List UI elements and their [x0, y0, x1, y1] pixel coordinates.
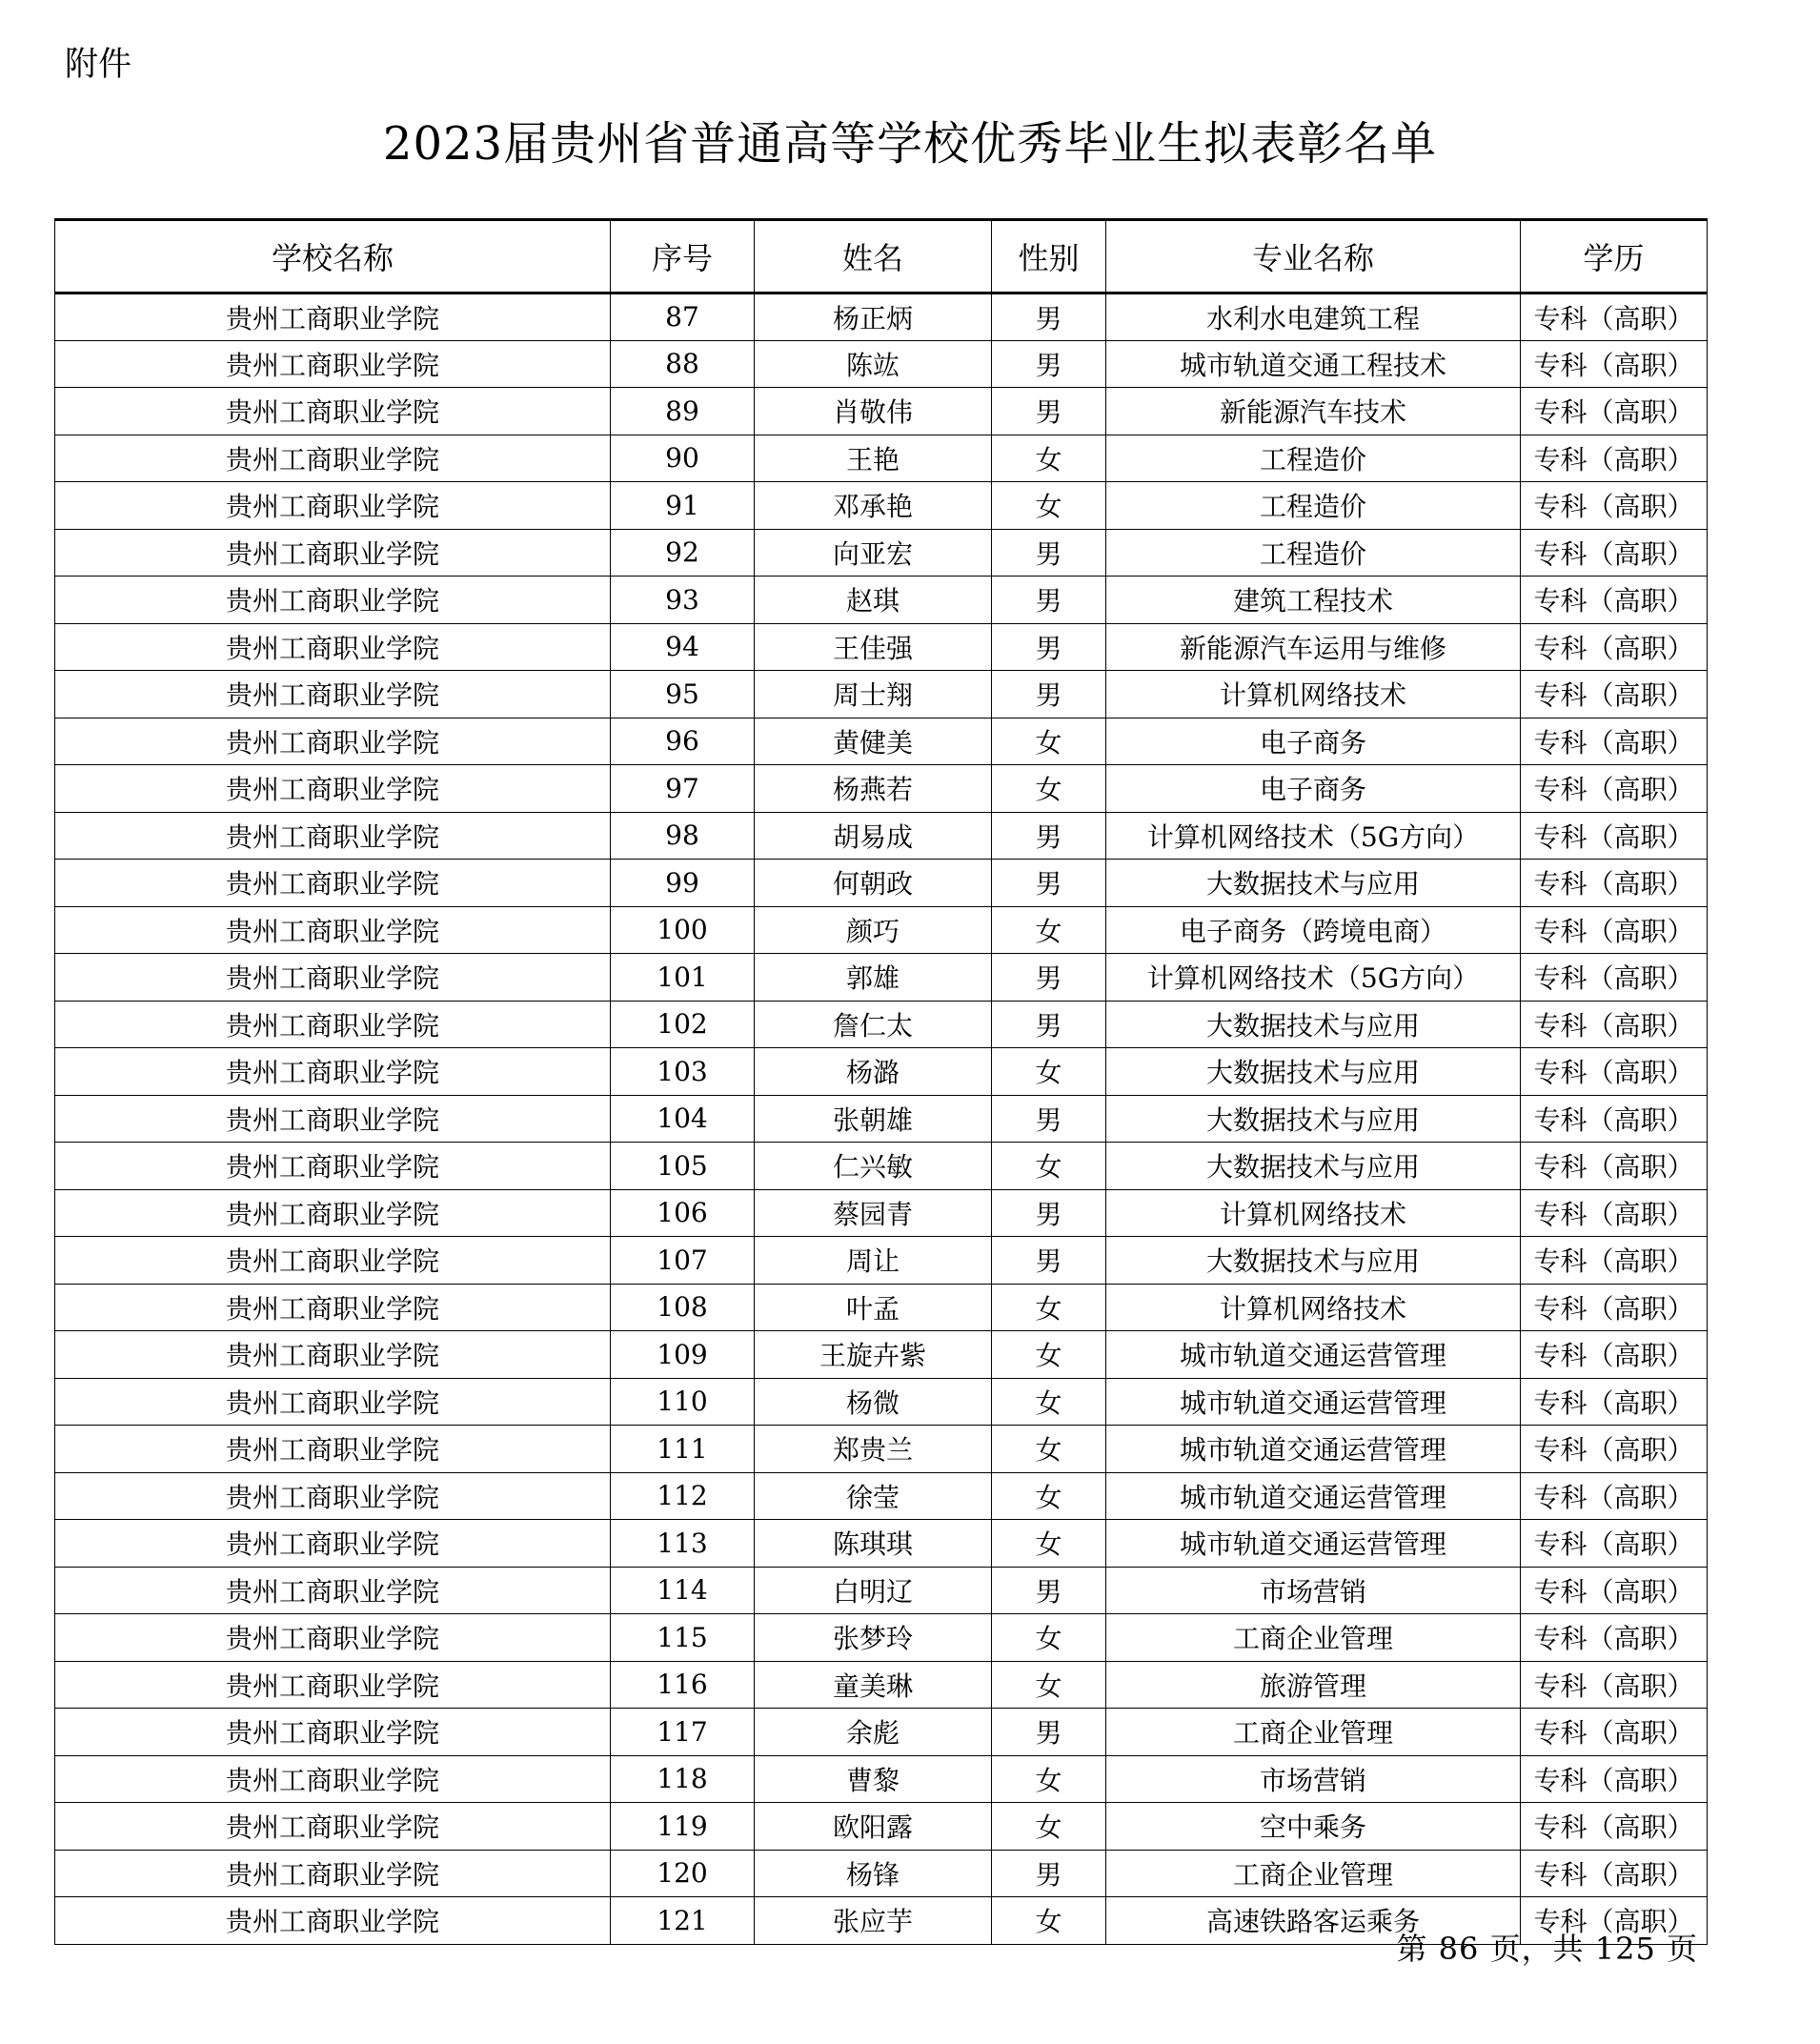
number-cell: 94	[611, 623, 755, 671]
school-cell: 贵州工商职业学院	[55, 1284, 611, 1331]
degree-cell: 专科（高职）	[1521, 812, 1708, 860]
number-cell: 112	[611, 1472, 755, 1520]
major-cell: 大数据技术与应用	[1106, 1143, 1521, 1190]
number-cell: 96	[611, 718, 755, 765]
number-cell: 95	[611, 671, 755, 718]
name-cell: 童美琳	[755, 1661, 992, 1709]
honor-list-table	[54, 218, 1708, 1945]
gender-cell: 男	[992, 1189, 1106, 1237]
major-cell: 计算机网络技术	[1106, 671, 1521, 718]
school-cell: 贵州工商职业学院	[55, 1850, 611, 1897]
gender-cell: 男	[992, 623, 1106, 671]
gender-cell: 女	[992, 1755, 1106, 1803]
gender-cell: 男	[992, 577, 1106, 624]
table-row	[55, 1378, 1708, 1426]
table-row	[55, 718, 1708, 765]
major-cell: 新能源汽车技术	[1106, 388, 1521, 435]
school-cell: 贵州工商职业学院	[55, 388, 611, 435]
name-cell: 肖敬伟	[755, 388, 992, 435]
table-row	[55, 1284, 1708, 1331]
school-cell: 贵州工商职业学院	[55, 1378, 611, 1426]
major-cell: 城市轨道交通运营管理	[1106, 1378, 1521, 1426]
school-cell: 贵州工商职业学院	[55, 1567, 611, 1614]
major-cell: 工商企业管理	[1106, 1614, 1521, 1662]
degree-cell: 专科（高职）	[1521, 718, 1708, 765]
gender-cell: 女	[992, 1426, 1106, 1473]
number-cell: 121	[611, 1897, 755, 1945]
name-cell: 蔡园青	[755, 1189, 992, 1237]
table-body	[55, 293, 1708, 1945]
gender-cell: 男	[992, 340, 1106, 388]
gender-cell: 男	[992, 860, 1106, 907]
school-cell: 贵州工商职业学院	[55, 906, 611, 954]
number-cell: 92	[611, 529, 755, 577]
school-cell: 贵州工商职业学院	[55, 860, 611, 907]
major-cell: 电子商务	[1106, 718, 1521, 765]
major-cell: 计算机网络技术（5G方向）	[1106, 954, 1521, 1002]
number-cell: 115	[611, 1614, 755, 1662]
school-cell: 贵州工商职业学院	[55, 1709, 611, 1756]
name-cell: 杨锋	[755, 1850, 992, 1897]
number-cell: 119	[611, 1803, 755, 1851]
number-cell: 114	[611, 1567, 755, 1614]
degree-cell: 专科（高职）	[1521, 1378, 1708, 1426]
degree-cell: 专科（高职）	[1521, 623, 1708, 671]
gender-cell: 男	[992, 1709, 1106, 1756]
page-number: 第 86 页，共 125 页	[1396, 1931, 1698, 1967]
header-degree: 学历	[1521, 220, 1708, 293]
name-cell: 王旋卉紫	[755, 1331, 992, 1379]
number-cell: 91	[611, 482, 755, 530]
gender-cell: 女	[992, 765, 1106, 813]
gender-cell: 男	[992, 529, 1106, 577]
gender-cell: 女	[992, 1803, 1106, 1851]
table-row	[55, 1567, 1708, 1614]
header-name: 姓名	[755, 220, 992, 293]
major-cell: 电子商务	[1106, 765, 1521, 813]
school-cell: 贵州工商职业学院	[55, 435, 611, 482]
degree-cell: 专科（高职）	[1521, 1237, 1708, 1285]
school-cell: 贵州工商职业学院	[55, 812, 611, 860]
table-row	[55, 1189, 1708, 1237]
table-row	[55, 1661, 1708, 1709]
gender-cell: 男	[992, 671, 1106, 718]
table-row	[55, 1755, 1708, 1803]
number-cell: 90	[611, 435, 755, 482]
number-cell: 107	[611, 1237, 755, 1285]
name-cell: 陈竑	[755, 340, 992, 388]
table-row	[55, 1048, 1708, 1096]
gender-cell: 男	[992, 1237, 1106, 1285]
number-cell: 117	[611, 1709, 755, 1756]
major-cell: 电子商务（跨境电商）	[1106, 906, 1521, 954]
degree-cell: 专科（高职）	[1521, 1897, 1708, 1945]
gender-cell: 女	[992, 1614, 1106, 1662]
name-cell: 王佳强	[755, 623, 992, 671]
major-cell: 城市轨道交通运营管理	[1106, 1520, 1521, 1568]
name-cell: 周让	[755, 1237, 992, 1285]
gender-cell: 女	[992, 1661, 1106, 1709]
gender-cell: 男	[992, 388, 1106, 435]
name-cell: 王艳	[755, 435, 992, 482]
gender-cell: 男	[992, 1850, 1106, 1897]
name-cell: 张梦玲	[755, 1614, 992, 1662]
school-cell: 贵州工商职业学院	[55, 718, 611, 765]
attachment-label: 附件	[65, 46, 132, 84]
name-cell: 胡易成	[755, 812, 992, 860]
degree-cell: 专科（高职）	[1521, 860, 1708, 907]
number-cell: 93	[611, 577, 755, 624]
table-row	[55, 1143, 1708, 1190]
degree-cell: 专科（高职）	[1521, 1567, 1708, 1614]
degree-cell: 专科（高职）	[1521, 1001, 1708, 1048]
number-cell: 113	[611, 1520, 755, 1568]
major-cell: 市场营销	[1106, 1755, 1521, 1803]
name-cell: 赵琪	[755, 577, 992, 624]
school-cell: 贵州工商职业学院	[55, 1803, 611, 1851]
degree-cell: 专科（高职）	[1521, 1331, 1708, 1379]
gender-cell: 男	[992, 954, 1106, 1002]
school-cell: 贵州工商职业学院	[55, 954, 611, 1002]
table-row	[55, 623, 1708, 671]
major-cell: 计算机网络技术（5G方向）	[1106, 812, 1521, 860]
degree-cell: 专科（高职）	[1521, 435, 1708, 482]
name-cell: 郭雄	[755, 954, 992, 1002]
number-cell: 89	[611, 388, 755, 435]
table-row	[55, 860, 1708, 907]
table-row	[55, 906, 1708, 954]
name-cell: 杨微	[755, 1378, 992, 1426]
name-cell: 向亚宏	[755, 529, 992, 577]
number-cell: 108	[611, 1284, 755, 1331]
school-cell: 贵州工商职业学院	[55, 293, 611, 341]
major-cell: 大数据技术与应用	[1106, 1095, 1521, 1143]
degree-cell: 专科（高职）	[1521, 671, 1708, 718]
table-row	[55, 1709, 1708, 1756]
major-cell: 工商企业管理	[1106, 1709, 1521, 1756]
table-row	[55, 1850, 1708, 1897]
degree-cell: 专科（高职）	[1521, 1048, 1708, 1096]
school-cell: 贵州工商职业学院	[55, 482, 611, 530]
school-cell: 贵州工商职业学院	[55, 577, 611, 624]
document-title: 2023届贵州省普通高等学校优秀毕业生拟表彰名单	[382, 117, 1438, 171]
school-cell: 贵州工商职业学院	[55, 1897, 611, 1945]
gender-cell: 女	[992, 1331, 1106, 1379]
header-school: 学校名称	[55, 220, 611, 293]
table-row	[55, 1237, 1708, 1285]
number-cell: 118	[611, 1755, 755, 1803]
school-cell: 贵州工商职业学院	[55, 1472, 611, 1520]
school-cell: 贵州工商职业学院	[55, 1143, 611, 1190]
school-cell: 贵州工商职业学院	[55, 1237, 611, 1285]
name-cell: 曹黎	[755, 1755, 992, 1803]
degree-cell: 专科（高职）	[1521, 1095, 1708, 1143]
table-row	[55, 1331, 1708, 1379]
school-cell: 贵州工商职业学院	[55, 1426, 611, 1473]
number-cell: 88	[611, 340, 755, 388]
gender-cell: 女	[992, 1472, 1106, 1520]
table-row	[55, 1472, 1708, 1520]
degree-cell: 专科（高职）	[1521, 1661, 1708, 1709]
gender-cell: 女	[992, 718, 1106, 765]
name-cell: 何朝政	[755, 860, 992, 907]
gender-cell: 女	[992, 1520, 1106, 1568]
name-cell: 杨潞	[755, 1048, 992, 1096]
major-cell: 工程造价	[1106, 529, 1521, 577]
major-cell: 城市轨道交通运营管理	[1106, 1426, 1521, 1473]
number-cell: 103	[611, 1048, 755, 1096]
name-cell: 仁兴敏	[755, 1143, 992, 1190]
major-cell: 市场营销	[1106, 1567, 1521, 1614]
major-cell: 工程造价	[1106, 435, 1521, 482]
name-cell: 欧阳露	[755, 1803, 992, 1851]
degree-cell: 专科（高职）	[1521, 1755, 1708, 1803]
major-cell: 高速铁路客运乘务	[1106, 1897, 1521, 1945]
major-cell: 计算机网络技术	[1106, 1189, 1521, 1237]
number-cell: 109	[611, 1331, 755, 1379]
table-row	[55, 1614, 1708, 1662]
gender-cell: 女	[992, 906, 1106, 954]
name-cell: 詹仁太	[755, 1001, 992, 1048]
header-number: 序号	[611, 220, 755, 293]
table-row	[55, 812, 1708, 860]
name-cell: 郑贵兰	[755, 1426, 992, 1473]
major-cell: 大数据技术与应用	[1106, 1237, 1521, 1285]
school-cell: 贵州工商职业学院	[55, 765, 611, 813]
table-row	[55, 954, 1708, 1002]
degree-cell: 专科（高职）	[1521, 293, 1708, 341]
gender-cell: 女	[992, 482, 1106, 530]
major-cell: 城市轨道交通运营管理	[1106, 1472, 1521, 1520]
gender-cell: 女	[992, 1143, 1106, 1190]
major-cell: 城市轨道交通工程技术	[1106, 340, 1521, 388]
degree-cell: 专科（高职）	[1521, 1709, 1708, 1756]
table-row	[55, 340, 1708, 388]
major-cell: 城市轨道交通运营管理	[1106, 1331, 1521, 1379]
gender-cell: 男	[992, 293, 1106, 341]
number-cell: 111	[611, 1426, 755, 1473]
major-cell: 旅游管理	[1106, 1661, 1521, 1709]
school-cell: 贵州工商职业学院	[55, 1095, 611, 1143]
number-cell: 102	[611, 1001, 755, 1048]
name-cell: 余彪	[755, 1709, 992, 1756]
number-cell: 98	[611, 812, 755, 860]
gender-cell: 女	[992, 1284, 1106, 1331]
name-cell: 杨燕若	[755, 765, 992, 813]
school-cell: 贵州工商职业学院	[55, 1189, 611, 1237]
number-cell: 120	[611, 1850, 755, 1897]
major-cell: 大数据技术与应用	[1106, 860, 1521, 907]
school-cell: 贵州工商职业学院	[55, 1048, 611, 1096]
school-cell: 贵州工商职业学院	[55, 671, 611, 718]
number-cell: 100	[611, 906, 755, 954]
school-cell: 贵州工商职业学院	[55, 1001, 611, 1048]
major-cell: 水利水电建筑工程	[1106, 293, 1521, 341]
degree-cell: 专科（高职）	[1521, 340, 1708, 388]
school-cell: 贵州工商职业学院	[55, 1331, 611, 1379]
school-cell: 贵州工商职业学院	[55, 529, 611, 577]
table-row	[55, 1001, 1708, 1048]
table-row	[55, 482, 1708, 530]
name-cell: 颜巧	[755, 906, 992, 954]
table-header-row	[55, 220, 1708, 293]
degree-cell: 专科（高职）	[1521, 765, 1708, 813]
gender-cell: 男	[992, 1001, 1106, 1048]
number-cell: 99	[611, 860, 755, 907]
table-row	[55, 765, 1708, 813]
number-cell: 104	[611, 1095, 755, 1143]
table-row	[55, 1095, 1708, 1143]
gender-cell: 男	[992, 1567, 1106, 1614]
degree-cell: 专科（高职）	[1521, 1189, 1708, 1237]
table-row	[55, 1520, 1708, 1568]
name-cell: 白明辽	[755, 1567, 992, 1614]
name-cell: 周士翔	[755, 671, 992, 718]
degree-cell: 专科（高职）	[1521, 1426, 1708, 1473]
name-cell: 陈琪琪	[755, 1520, 992, 1568]
number-cell: 87	[611, 293, 755, 341]
number-cell: 97	[611, 765, 755, 813]
name-cell: 邓承艳	[755, 482, 992, 530]
major-cell: 新能源汽车运用与维修	[1106, 623, 1521, 671]
header-gender: 性别	[992, 220, 1106, 293]
number-cell: 106	[611, 1189, 755, 1237]
number-cell: 116	[611, 1661, 755, 1709]
name-cell: 张应芋	[755, 1897, 992, 1945]
number-cell: 105	[611, 1143, 755, 1190]
gender-cell: 女	[992, 435, 1106, 482]
school-cell: 贵州工商职业学院	[55, 623, 611, 671]
major-cell: 计算机网络技术	[1106, 1284, 1521, 1331]
header-major: 专业名称	[1106, 220, 1521, 293]
major-cell: 空中乘务	[1106, 1803, 1521, 1851]
school-cell: 贵州工商职业学院	[55, 340, 611, 388]
degree-cell: 专科（高职）	[1521, 1472, 1708, 1520]
major-cell: 工程造价	[1106, 482, 1521, 530]
gender-cell: 女	[992, 1897, 1106, 1945]
table-row	[55, 529, 1708, 577]
number-cell: 110	[611, 1378, 755, 1426]
table-row	[55, 1426, 1708, 1473]
degree-cell: 专科（高职）	[1521, 954, 1708, 1002]
school-cell: 贵州工商职业学院	[55, 1661, 611, 1709]
degree-cell: 专科（高职）	[1521, 906, 1708, 954]
name-cell: 叶孟	[755, 1284, 992, 1331]
name-cell: 徐莹	[755, 1472, 992, 1520]
major-cell: 工商企业管理	[1106, 1850, 1521, 1897]
table-row	[55, 435, 1708, 482]
gender-cell: 男	[992, 812, 1106, 860]
degree-cell: 专科（高职）	[1521, 1850, 1708, 1897]
degree-cell: 专科（高职）	[1521, 577, 1708, 624]
table-row	[55, 577, 1708, 624]
school-cell: 贵州工商职业学院	[55, 1755, 611, 1803]
degree-cell: 专科（高职）	[1521, 482, 1708, 530]
degree-cell: 专科（高职）	[1521, 529, 1708, 577]
degree-cell: 专科（高职）	[1521, 388, 1708, 435]
school-cell: 贵州工商职业学院	[55, 1614, 611, 1662]
degree-cell: 专科（高职）	[1521, 1284, 1708, 1331]
table-row	[55, 293, 1708, 341]
degree-cell: 专科（高职）	[1521, 1520, 1708, 1568]
major-cell: 大数据技术与应用	[1106, 1001, 1521, 1048]
gender-cell: 女	[992, 1378, 1106, 1426]
number-cell: 101	[611, 954, 755, 1002]
school-cell: 贵州工商职业学院	[55, 1520, 611, 1568]
major-cell: 建筑工程技术	[1106, 577, 1521, 624]
degree-cell: 专科（高职）	[1521, 1803, 1708, 1851]
degree-cell: 专科（高职）	[1521, 1143, 1708, 1190]
table-row	[55, 671, 1708, 718]
table-row	[55, 1803, 1708, 1851]
name-cell: 杨正炳	[755, 293, 992, 341]
gender-cell: 女	[992, 1048, 1106, 1096]
degree-cell: 专科（高职）	[1521, 1614, 1708, 1662]
gender-cell: 男	[992, 1095, 1106, 1143]
name-cell: 黄健美	[755, 718, 992, 765]
name-cell: 张朝雄	[755, 1095, 992, 1143]
major-cell: 大数据技术与应用	[1106, 1048, 1521, 1096]
table-row	[55, 388, 1708, 435]
